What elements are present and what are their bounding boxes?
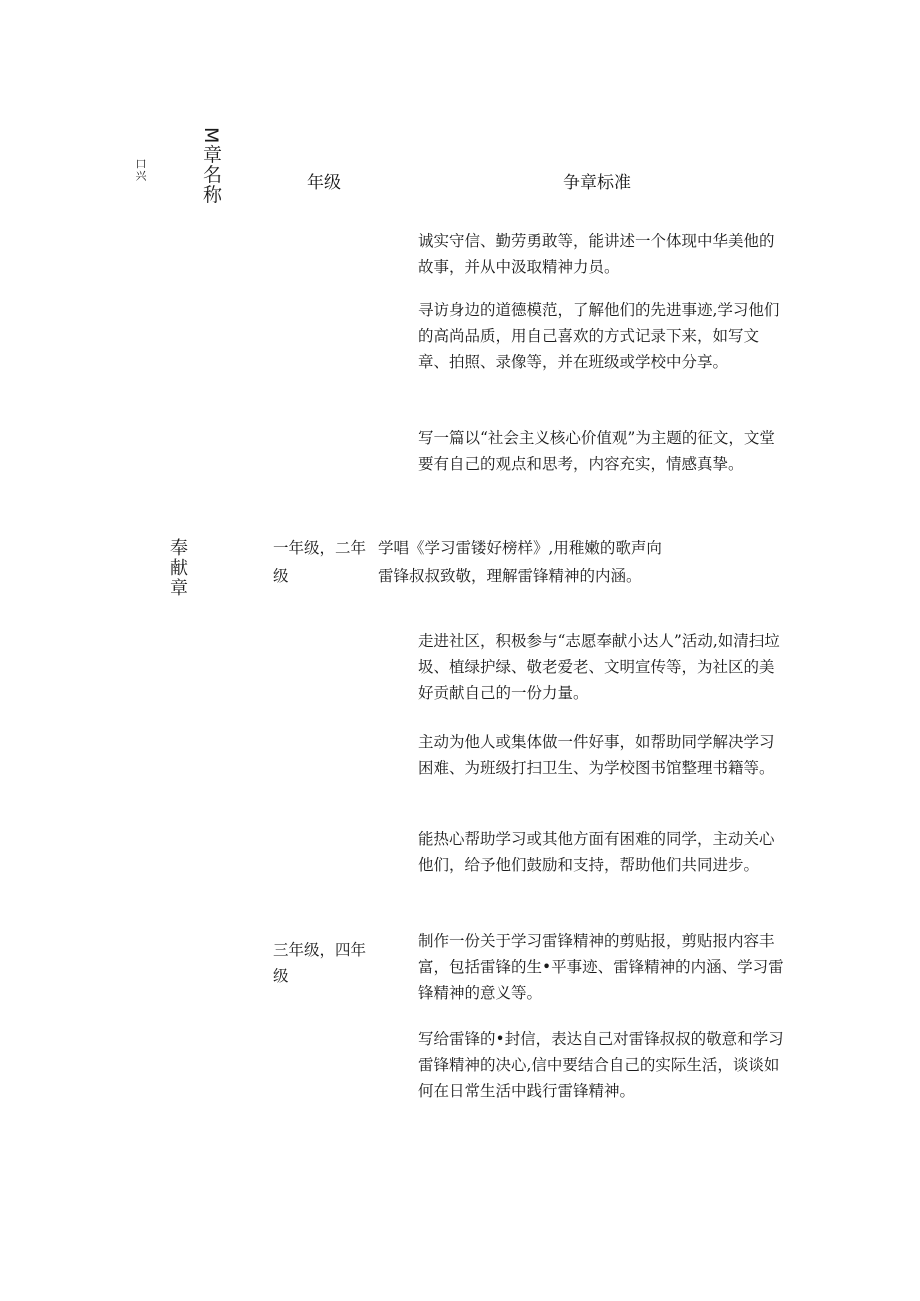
standard-item: 学唱《学习雷镂好榜样》,用稚嫩的歌声向 <box>378 539 662 557</box>
header-mark: 口兴 <box>134 158 147 182</box>
standard-item: 寻访身边的道德模范，了解他们的先进事迹,学习他们的高尚品质，用自己喜欢的方式记录下来，如写文章、拍照、录像等，并在班级或学校中分享。 <box>418 301 780 371</box>
standard-item: 雷锋叔叔致敬，理解雷锋精神的内涵。 <box>378 567 642 585</box>
header-badge-name: M章名称 <box>200 127 222 205</box>
grade-3-4-line2: 级 <box>273 967 289 985</box>
standard-item: 写一篇以“社会主义核心价值观”为主题的征文，文堂要有自己的观点和思考，内容充实，情感真挚。 <box>418 429 775 473</box>
standard-item: 制作一份关于学习雷锋精神的剪贴报，剪贴报内容丰富，包括雷锋的生•平事迹、雷锋精神的内涵、学习雷锋精神的意义等。 <box>418 932 784 1002</box>
grade-1-2-line1: 一年级，二年 <box>273 539 367 557</box>
standard-item: 主动为他人或集体做一件好事，如帮助同学解决学习困难、为班级打扫卫生、为学校图书馆整理书籍等。 <box>418 733 775 777</box>
standard-item: 写给雷锋的•封信，表达自己对雷锋叔叔的敬意和学习雷锋精神的决心,信中要结合自己的实际生活，谈谈如何在日常生活中践行雷锋精神。 <box>418 1030 784 1100</box>
badge-name: 奉献章 <box>167 538 188 598</box>
standard-item: 诚实守信、勤劳勇敢等，能讲述一个体现中华美他的故事，并从中汲取精神力员。 <box>418 232 775 276</box>
header-grade: 年级 <box>307 173 341 193</box>
standard-item: 走进社区，积极参与“志愿奉献小达人”活动,如清扫垃圾、植绿护绿、敬老爱老、文明宣传等，为社区的美好贡献自己的一份力量。 <box>418 632 780 702</box>
grade-1-2-line2: 级 <box>273 567 289 585</box>
header-standard: 争章标准 <box>563 173 631 193</box>
standard-item: 能热心帮助学习或其他方面有困难的同学，主动关心他们，给予他们鼓励和支持，帮助他们共同进步。 <box>418 830 775 874</box>
grade-3-4-line1: 三年级，四年 <box>273 941 367 959</box>
